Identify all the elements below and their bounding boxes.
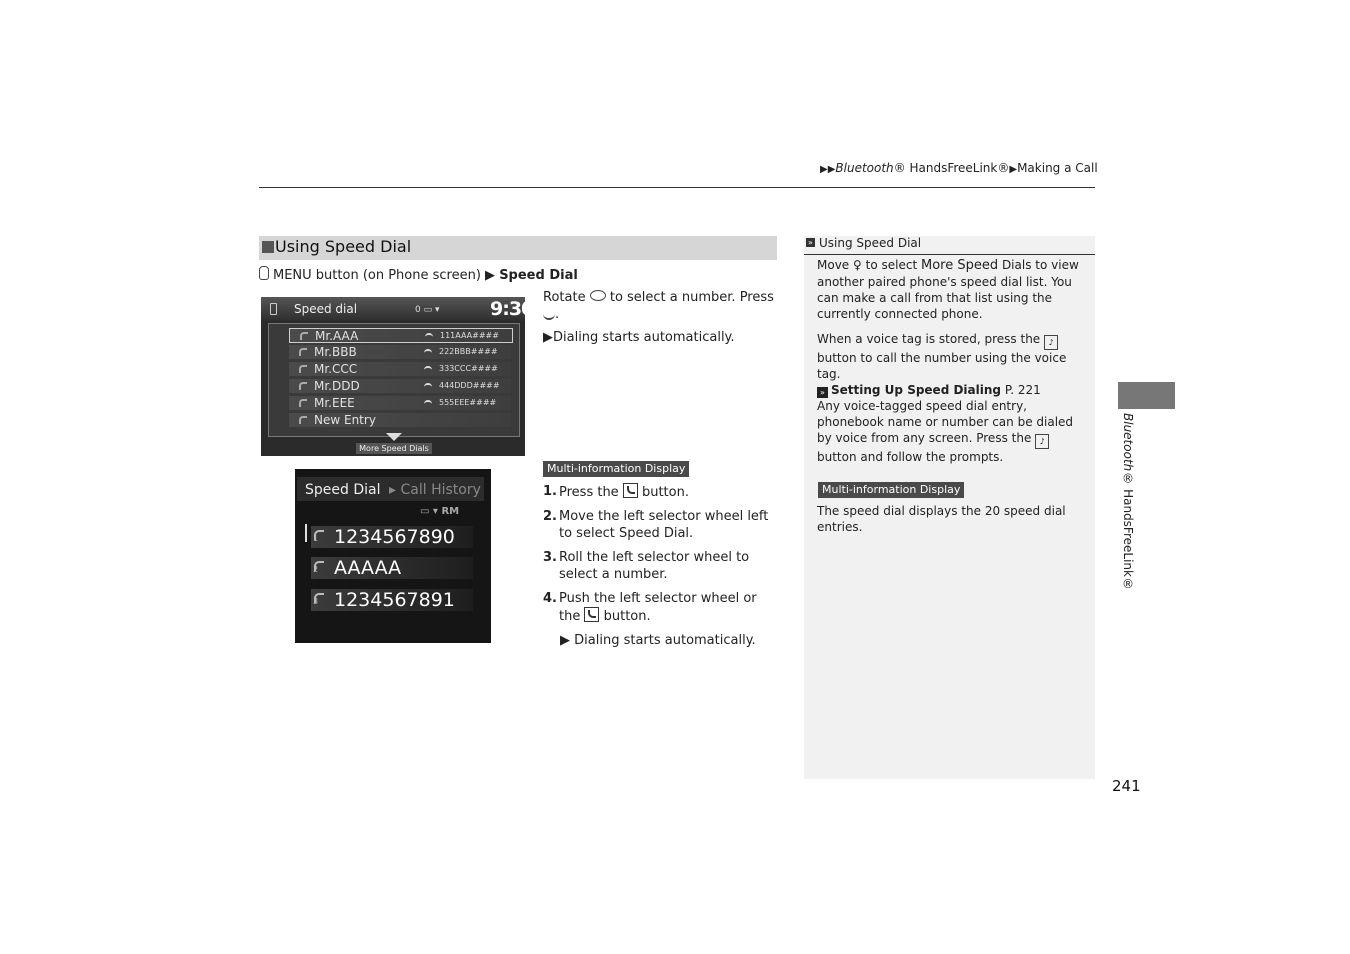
- list-item-value: 1234567891: [334, 589, 455, 611]
- display-tabs: [297, 477, 484, 501]
- section-heading: [259, 236, 777, 260]
- list-item-name: Mr.AAA: [315, 329, 359, 343]
- steps-list: [543, 483, 777, 632]
- menu-path-prefix: MENU button (on Phone screen): [273, 268, 481, 283]
- menu-path-arrow-icon: ▶: [485, 268, 496, 283]
- tab-speed-dial: Speed Dial: [305, 482, 381, 498]
- side-text: Move: [817, 258, 850, 272]
- list-item-name: Mr.EEE: [314, 396, 355, 410]
- list-item-value: 1234567890: [334, 526, 455, 548]
- list-item-name: Mr.BBB: [314, 345, 357, 359]
- list-item: [289, 362, 511, 376]
- cross-reference-icon: »: [817, 387, 828, 398]
- talk-button-icon: ♪: [1035, 434, 1049, 449]
- step-text: Push the left selector wheel or the: [559, 591, 757, 624]
- breadcrumb-arrow-icon: ▶▶: [820, 164, 836, 175]
- list-item: [289, 328, 513, 343]
- side-text: Any voice-tagged speed dial entry, phonebook name or number can be dialed by voice from any screen. Press the: [817, 399, 1074, 445]
- step-number: 2.: [543, 509, 557, 524]
- cross-reference-page: P. 221: [1004, 383, 1041, 397]
- list-item-name: Mr.CCC: [314, 362, 358, 376]
- tab-call-history-label: Call History: [400, 482, 481, 498]
- side-text: button and follow the prompts.: [817, 450, 1004, 464]
- breadcrumb-current: Making a Call: [1017, 161, 1098, 175]
- side-paragraph: The speed dial displays the 20 speed dial entries.: [817, 504, 1066, 534]
- rotate-text-a: Rotate: [543, 290, 586, 305]
- list-item-number: 555EEE####: [439, 398, 497, 407]
- phone-icon: [424, 383, 432, 389]
- status-indicators: 0 ▭ ▾: [415, 305, 440, 315]
- page-number: 241: [1112, 777, 1141, 795]
- list-item-name: Mr.DDD: [314, 379, 360, 393]
- list-item-index: 1: [313, 534, 319, 543]
- handset-icon: [300, 332, 308, 340]
- step-item: [543, 483, 777, 501]
- side-text: to select: [865, 258, 918, 272]
- step-text-emphasis: Speed Dial: [618, 526, 690, 541]
- side-text: Dials to view another paired phone's speed dial list. You can make a call from that list using the currently connected phone.: [817, 258, 1079, 321]
- breadcrumb-brand: Bluetooth: [835, 161, 894, 175]
- breadcrumb: [820, 161, 1098, 175]
- list-item-number: 333CCC####: [439, 364, 498, 373]
- call-button-icon: [623, 483, 638, 498]
- list-item-name: New Entry: [314, 413, 376, 427]
- status-indicators: [420, 506, 459, 517]
- note-icon: »: [806, 238, 815, 247]
- list-item: [289, 396, 511, 410]
- list-item-value: AAAAA: [334, 557, 402, 579]
- list-item-number: 222BBB####: [439, 347, 498, 356]
- status-text: RM: [441, 506, 460, 517]
- rotate-instruction: [543, 289, 775, 323]
- list-item-number: 111AAA####: [440, 331, 499, 340]
- square-bullet-icon: [262, 241, 274, 253]
- result-text: Dialing starts automatically.: [574, 633, 756, 648]
- list-item: [289, 345, 511, 359]
- step-text: Press the: [559, 485, 619, 500]
- handset-icon: [299, 348, 307, 356]
- side-text-emphasis: More Speed: [920, 258, 999, 273]
- voice-command-icon: [259, 266, 269, 280]
- section-title-text: Using Speed Dial: [275, 237, 412, 256]
- step-text-tail: button.: [603, 609, 651, 624]
- multi-information-display-image: [295, 469, 491, 643]
- screen-title: Speed dial: [294, 302, 358, 316]
- list-item-index: 3: [313, 597, 319, 606]
- list-item: [311, 526, 473, 548]
- side-note-title: Using Speed Dial: [819, 236, 922, 250]
- side-text: button to call the number using the voice tag.: [817, 351, 1067, 381]
- step-number: 4.: [543, 591, 557, 606]
- step-text-tail: button.: [641, 485, 689, 500]
- step-text-tail: .: [689, 526, 694, 541]
- handset-icon: [299, 382, 307, 390]
- list-item: [311, 589, 473, 611]
- menu-path: [259, 266, 578, 283]
- handset-icon: [299, 399, 307, 407]
- talk-button-icon: ♪: [1044, 335, 1058, 350]
- chapter-label: [1121, 413, 1135, 591]
- display-badge: Multi-information Display: [818, 482, 964, 498]
- list-item-new-entry: [289, 413, 511, 427]
- breadcrumb-arrow-icon: ▶: [1009, 164, 1018, 175]
- tab-arrow-icon: ▸: [389, 482, 401, 498]
- step-item: [543, 590, 777, 625]
- handset-icon: [299, 365, 307, 373]
- side-text: When a voice tag is stored, press the: [817, 332, 1041, 346]
- handset-icon: [299, 416, 307, 424]
- push-knob-icon: [543, 308, 555, 320]
- list-item-index: 2: [313, 565, 319, 574]
- clock: 9:30: [490, 298, 534, 320]
- rotate-knob-icon: [590, 290, 606, 301]
- menu-path-item: Speed Dial: [499, 268, 578, 283]
- rotate-text-c: .: [555, 307, 560, 322]
- step-text: Roll the left selector wheel to select a number.: [559, 550, 750, 582]
- result-arrow-icon: ▶: [543, 330, 553, 345]
- step-item: [543, 508, 777, 542]
- chapter-label-rest: ® HandsFreeLink®: [1121, 471, 1135, 591]
- phone-icon: [424, 349, 432, 355]
- header-divider: [259, 187, 1095, 188]
- chapter-label-brand: Bluetooth: [1121, 413, 1135, 472]
- phone-icon: [424, 366, 432, 372]
- call-button-icon: [584, 607, 599, 622]
- speed-dial-screen-image: [261, 297, 534, 456]
- list-item: [289, 379, 511, 393]
- chapter-tab: [1118, 382, 1175, 409]
- list-item: [311, 557, 473, 579]
- result-text: Dialing starts automatically.: [553, 330, 735, 345]
- side-paragraph: [817, 257, 1087, 322]
- result-note: [543, 329, 735, 346]
- tab-call-history: [389, 482, 481, 498]
- step-text: Move the left selector wheel left to select: [559, 509, 769, 541]
- screen-header: [261, 297, 534, 321]
- more-speed-dials-label: More Speed Dials: [356, 443, 432, 454]
- side-note-heading: [804, 236, 1095, 255]
- result-note: [560, 632, 756, 649]
- list-item-number: 444DDD####: [439, 381, 500, 390]
- phone-icon: [425, 333, 433, 339]
- signal-icon: ▭ ▾: [420, 506, 442, 517]
- phone-icon: [270, 303, 277, 315]
- step-number: 1.: [543, 484, 557, 499]
- breadcrumb-section: ® HandsFreeLink®: [893, 161, 1010, 175]
- cross-reference-link[interactable]: Setting Up Speed Dialing: [831, 383, 1001, 397]
- scroll-down-icon: [386, 433, 402, 441]
- step-number: 3.: [543, 550, 557, 565]
- display-badge: Multi-information Display: [543, 461, 689, 477]
- side-paragraph: [817, 331, 1087, 465]
- rotate-text-b: to select a number. Press: [609, 290, 774, 305]
- voice-command-icon: ♀: [853, 258, 862, 272]
- speed-dial-list: [268, 323, 520, 437]
- result-arrow-icon: ▶: [560, 633, 575, 648]
- step-item: [543, 549, 777, 583]
- scroll-indicator: [305, 524, 307, 542]
- phone-icon: [424, 400, 432, 406]
